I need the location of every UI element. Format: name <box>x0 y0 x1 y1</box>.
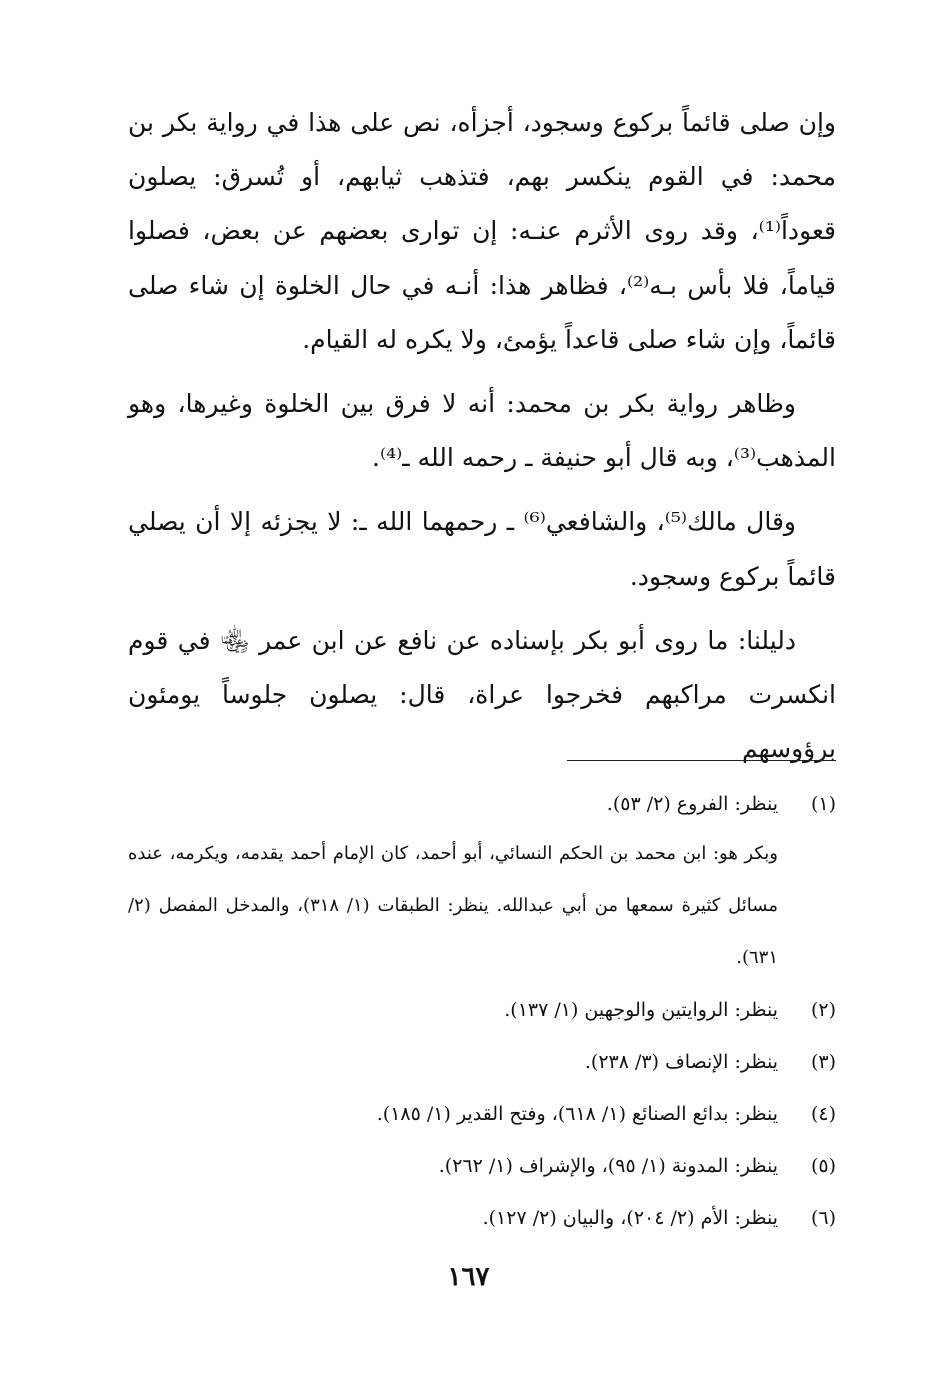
footnotes <box>128 778 836 1244</box>
paragraph-1: وإن صلى قائماً بركوع وسجود، أجزأه، نص على هذا في رواية بكر بن محمد: في القوم ينكسر بهم، فتذهب ثيابهم، أو تُسرق: يصلون قعوداً⁽¹⁾، وقد روى الأثرم عنـه: إن توارى بعضهم عن بعض، فصلوا قياماً، فلا بأس بـه⁽²⁾، فظاهر هذا: أنـه في حال الخلوة إن شاء صلى قائماً، وإن شاء صلى قاعداً يؤمئ، ولا يكره له القيام. <box>128 108 836 354</box>
paragraph-4: دليلنا: ما روى أبو بكر بإسناده عن نافع عن ابن عمر ﵄ في قوم انكسرت مراكبهم فخرجوا عراة، قال: يصلون جلوساً يومئون برؤوسهم <box>128 625 836 764</box>
footnote-text: ينظر: الإنصاف (٣/ ٢٣٨). <box>584 1051 778 1073</box>
page-number: ١٦٧ <box>447 1262 490 1292</box>
footnote-text: ينظر: المدونة (١/ ٩٥)، والإشراف (١/ ٢٦٢). <box>438 1155 778 1177</box>
footnote-2 <box>128 984 836 1036</box>
footnote-5 <box>128 1140 836 1192</box>
footnote-text: ينظر: بدائع الصنائع (١/ ٦١٨)، وفتح القدير (١/ ١٨٥). <box>376 1103 778 1125</box>
paragraph-2: وظاهر رواية بكر بن محمد: أنه لا فرق بين الخلوة وغيرها، وهو المذهب⁽³⁾، وبه قال أبو حنيفة ـ رحمه الله ـ⁽⁴⁾. <box>128 389 836 473</box>
footnote-number: (٢) <box>810 999 836 1021</box>
footnote-4 <box>128 1088 836 1140</box>
footnote-number: (٣) <box>810 1051 836 1073</box>
footnote-number: (٦) <box>810 1207 836 1229</box>
main-text <box>128 96 836 786</box>
footnote-1-continuation: وبكر هو: ابن محمد بن الحكم النسائي، أبو أحمد، كان الإمام أحمد يقدمه، ويكرمه، عنده مسائل كثيرة سمعها من أبي عبدالله. ينظر: الطبقات (١/ ٣١٨)، والمدخل المفصل (٢/ ٦٣١). <box>128 843 778 968</box>
footnote-1 <box>128 778 836 830</box>
footnote-text: ينظر: الأم (٢/ ٢٠٤)، والبيان (٢/ ١٢٧). <box>482 1207 778 1229</box>
footnote-text: ينظر: الفروع (٢/ ٥٣). <box>606 793 778 815</box>
footnote-number: (٤) <box>810 1103 836 1125</box>
footnote-separator <box>567 760 836 761</box>
footnote-6 <box>128 1192 836 1244</box>
footnote-text: ينظر: الروايتين والوجهين (١/ ١٣٧). <box>504 999 778 1021</box>
footnote-number: (١) <box>810 793 836 815</box>
footnote-number: (٥) <box>810 1155 836 1177</box>
footnote-3 <box>128 1036 836 1088</box>
paragraph-3: وقال مالك⁽⁵⁾، والشافعي⁽⁶⁾ ـ رحمهما الله ـ: لا يجزئه إلا أن يصلي قائماً بركوع وسجود. <box>128 507 836 591</box>
